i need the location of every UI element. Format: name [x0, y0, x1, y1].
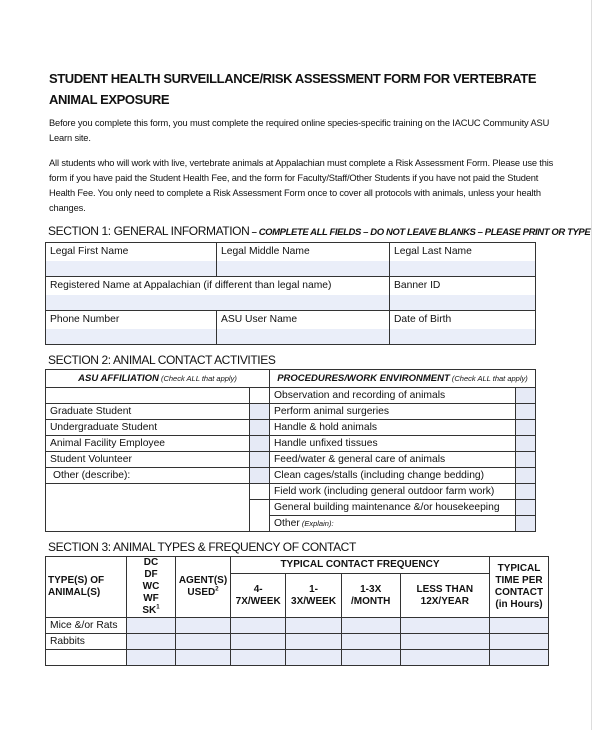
- mice-agents-field[interactable]: [176, 618, 231, 634]
- intro-training: Before you complete this form, you must complete the required online species-specific training on the IACUC Community ASU Learn site.: [49, 118, 550, 143]
- agents-header-text: AGENT(S) USED: [178, 575, 228, 598]
- mice-1-3-week-field[interactable]: [286, 618, 341, 634]
- agents-header: [176, 557, 231, 618]
- section3-title: SECTION 3: ANIMAL TYPES & FREQUENCY OF CONTACT: [48, 540, 356, 554]
- freq-less-12-year: LESS THAN 12X/YEAR: [400, 574, 489, 618]
- procedure-field-work-checkbox[interactable]: [516, 484, 536, 500]
- frequency-header: TYPICAL CONTACT FREQUENCY: [231, 557, 490, 574]
- affiliation-graduate: Graduate Student: [46, 404, 250, 420]
- asu-username-label: ASU User Name: [221, 314, 298, 325]
- section2-title: SECTION 2: ANIMAL CONTACT ACTIVITIES: [48, 353, 276, 367]
- section1-note: – COMPLETE ALL FIELDS – DO NOT LEAVE BLANKS – PLEASE PRINT OR TYPE: [249, 227, 591, 238]
- banner-id-field[interactable]: [390, 295, 535, 310]
- legal-last-name-field[interactable]: [390, 261, 535, 276]
- dob-field[interactable]: [390, 329, 535, 344]
- registered-name-label: Registered Name at Appalachian (if different than legal name): [50, 280, 332, 291]
- dob-label: Date of Birth: [394, 314, 452, 325]
- procedure-handle-hold-checkbox[interactable]: [516, 420, 536, 436]
- procedures-header: [270, 370, 536, 388]
- affiliation-undergraduate: Undergraduate Student: [46, 420, 250, 436]
- procedure-maintenance: General building maintenance &/or housekeeping: [270, 500, 516, 516]
- animal-row-rabbits: [46, 634, 549, 650]
- code-wc: WC: [142, 581, 160, 592]
- procedure-handle-hold: Handle & hold animals: [270, 420, 516, 436]
- code-sk-text: SK: [142, 605, 157, 616]
- affiliation-undergraduate-checkbox[interactable]: [250, 420, 270, 436]
- affiliation-facility-employee: Animal Facility Employee: [46, 436, 250, 452]
- mice-less-12-year-field[interactable]: [400, 618, 489, 634]
- freq-1-3-week: 1-3X/WEEK: [286, 574, 341, 618]
- rabbits-1-3-month-field[interactable]: [341, 634, 400, 650]
- page-edge: [591, 0, 592, 730]
- code-df: DF: [144, 569, 158, 580]
- procedure-field-work: Field work (including general outdoor farm work): [270, 484, 516, 500]
- phone-label: Phone Number: [50, 314, 120, 325]
- affiliation-spacer: [250, 484, 270, 500]
- rabbits-1-3-week-field[interactable]: [286, 634, 341, 650]
- freq-1-3-month: 1-3X /MONTH: [341, 574, 400, 618]
- procedure-unfixed-tissues-checkbox[interactable]: [516, 436, 536, 452]
- affiliation-graduate-checkbox[interactable]: [250, 404, 270, 420]
- form-title: STUDENT HEALTH SURVEILLANCE/RISK ASSESSMENT FORM FOR VERTEBRATE ANIMAL EXPOSURE: [49, 71, 537, 107]
- code-wf: WF: [143, 593, 159, 604]
- animal-rabbits: Rabbits: [46, 634, 127, 650]
- animal-partial: [46, 650, 127, 666]
- affiliation-volunteer: Student Volunteer: [46, 452, 250, 468]
- affiliation-other: Other (describe):: [46, 468, 250, 484]
- general-info-table: [45, 242, 536, 345]
- intro-instructions: All students who will work with live, vertebrate animals at Appalachian must complete a Risk Assessment Form. Please use this form if you have paid the Student Health Fee, and the form for Faculty/Staff/Other Students if you have not paid the Student Health Fee. You only need to complete a Risk Assessment Form once to cover all protocols with animals, unless your health changes.: [49, 158, 554, 213]
- legal-middle-name-field[interactable]: [217, 261, 389, 276]
- affiliation-volunteer-checkbox[interactable]: [250, 452, 270, 468]
- procedure-other-label: Other: [274, 518, 300, 529]
- procedure-clean-cages-checkbox[interactable]: [516, 468, 536, 484]
- affiliation-facility-employee-checkbox[interactable]: [250, 436, 270, 452]
- affiliation-blank-box: [250, 388, 270, 404]
- animal-mice-rats: Mice &/or Rats: [46, 618, 127, 634]
- code-sk: [129, 605, 173, 617]
- procedure-surgeries: Perform animal surgeries: [270, 404, 516, 420]
- section1-title: [48, 224, 591, 240]
- affiliation-header: [46, 370, 270, 388]
- procedure-observation: Observation and recording of animals: [270, 388, 516, 404]
- partial-field[interactable]: [286, 650, 341, 666]
- procedures-note: (Check ALL that apply): [449, 374, 528, 383]
- animal-row-partial: [46, 650, 549, 666]
- mice-1-3-month-field[interactable]: [341, 618, 400, 634]
- partial-field[interactable]: [231, 650, 286, 666]
- code-dc: DC: [143, 557, 159, 568]
- rabbits-4-7-week-field[interactable]: [231, 634, 286, 650]
- codes-header: [127, 557, 176, 618]
- affiliation-other-checkbox[interactable]: [250, 468, 270, 484]
- rabbits-agents-field[interactable]: [176, 634, 231, 650]
- footnote-1: 1: [156, 604, 160, 611]
- affiliation-spacer-2: [250, 500, 270, 516]
- rabbits-less-12-year-field[interactable]: [400, 634, 489, 650]
- phone-field[interactable]: [46, 329, 216, 344]
- procedure-unfixed-tissues: Handle unfixed tissues: [270, 436, 516, 452]
- affiliation-other-description[interactable]: [46, 484, 250, 532]
- partial-field[interactable]: [341, 650, 400, 666]
- freq-4-7-week: 4-7X/WEEK: [231, 574, 286, 618]
- affiliation-spacer-3: [250, 516, 270, 532]
- rabbits-codes-field[interactable]: [127, 634, 176, 650]
- registered-name-field[interactable]: [46, 295, 389, 310]
- affiliation-blank: [46, 388, 250, 404]
- mice-time-field[interactable]: [490, 618, 549, 634]
- banner-id-label: Banner ID: [394, 280, 441, 291]
- procedure-surgeries-checkbox[interactable]: [516, 404, 536, 420]
- legal-first-name-field[interactable]: [46, 261, 216, 276]
- time-per-contact-header: TYPICAL TIME PER CONTACT (in Hours): [490, 557, 549, 618]
- procedure-other-checkbox[interactable]: [516, 516, 536, 532]
- animal-types-table: [45, 556, 549, 666]
- asu-username-field[interactable]: [217, 329, 389, 344]
- procedure-observation-checkbox[interactable]: [516, 388, 536, 404]
- affiliation-note: (Check ALL that apply): [158, 374, 237, 383]
- mice-4-7-week-field[interactable]: [231, 618, 286, 634]
- partial-field[interactable]: [176, 650, 231, 666]
- procedure-other: [270, 516, 516, 532]
- legal-middle-name-label: Legal Middle Name: [221, 246, 310, 257]
- procedure-feed-water: Feed/water & general care of animals: [270, 452, 516, 468]
- legal-last-name-label: Legal Last Name: [394, 246, 472, 257]
- procedure-clean-cages: Clean cages/stalls (including change bedding): [270, 468, 516, 484]
- rabbits-time-field[interactable]: [490, 634, 549, 650]
- partial-field[interactable]: [490, 650, 549, 666]
- type-of-animal-header: TYPE(S) OF ANIMAL(S): [46, 557, 127, 618]
- affiliation-header-text: ASU AFFILIATION: [78, 373, 159, 384]
- partial-field[interactable]: [400, 650, 489, 666]
- contact-activities-table: [45, 369, 536, 532]
- partial-field[interactable]: [127, 650, 176, 666]
- legal-first-name-label: Legal First Name: [50, 246, 129, 257]
- procedure-maintenance-checkbox[interactable]: [516, 500, 536, 516]
- mice-codes-field[interactable]: [127, 618, 176, 634]
- animal-row-mice: [46, 618, 549, 634]
- procedures-header-text: PROCEDURES/WORK ENVIRONMENT: [277, 373, 450, 384]
- procedure-feed-water-checkbox[interactable]: [516, 452, 536, 468]
- section1-heading: SECTION 1: GENERAL INFORMATION: [48, 224, 250, 238]
- footnote-2: 2: [215, 586, 219, 593]
- procedure-other-explain: (Explain):: [299, 519, 334, 528]
